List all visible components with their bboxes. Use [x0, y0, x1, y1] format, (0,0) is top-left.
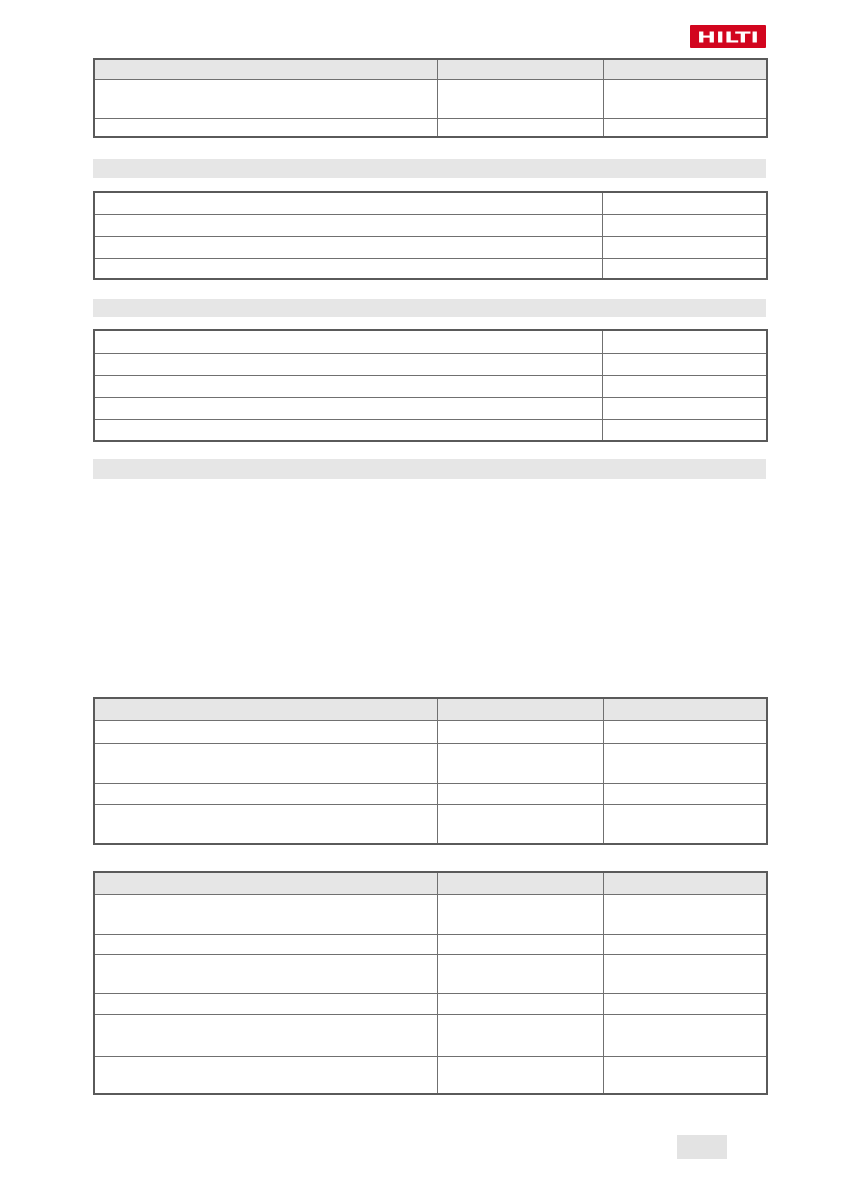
table-row [94, 894, 767, 934]
table-row [94, 804, 767, 844]
table-row [94, 236, 767, 258]
table-row [94, 375, 767, 397]
table-row [94, 743, 767, 783]
table-1 [93, 58, 768, 138]
table-cell [437, 804, 603, 844]
section-bar [93, 159, 766, 178]
table-cell [94, 79, 437, 118]
table-cell [603, 743, 767, 783]
table-cell [94, 720, 437, 743]
table-cell [94, 993, 437, 1014]
table-row [94, 720, 767, 743]
table-cell [603, 79, 767, 118]
table-3 [93, 329, 768, 442]
table-row [94, 118, 767, 137]
table-cell [94, 118, 437, 137]
section-bar [93, 459, 766, 479]
table-cell [603, 934, 767, 954]
table-row [94, 419, 767, 441]
table-cell [602, 258, 767, 279]
table-row [94, 192, 767, 214]
table-cell [602, 192, 767, 214]
table-row [94, 214, 767, 236]
table-header-cell [603, 59, 767, 79]
table-cell [94, 236, 602, 258]
table-cell [603, 1056, 767, 1094]
table-cell [437, 993, 603, 1014]
table-cell [603, 804, 767, 844]
table-cell [94, 192, 602, 214]
table-2 [93, 191, 768, 280]
table-header-row [94, 59, 767, 79]
table-header-cell [437, 872, 603, 894]
table-header-cell [437, 59, 603, 79]
table-cell [602, 419, 767, 441]
table-cell [602, 236, 767, 258]
table-cell [94, 353, 602, 375]
table-cell [603, 954, 767, 993]
table-cell [94, 894, 437, 934]
section-bar [93, 299, 766, 317]
table-cell [603, 118, 767, 137]
table-cell [437, 1056, 603, 1094]
table-header-cell [94, 59, 437, 79]
table-cell [94, 1056, 437, 1094]
table-cell [603, 783, 767, 804]
table-cell [94, 1014, 437, 1056]
page-number-badge [677, 1135, 727, 1159]
table-cell [437, 743, 603, 783]
table-header-cell [94, 698, 437, 720]
table-cell [603, 1014, 767, 1056]
table-cell [437, 954, 603, 993]
table-cell [94, 258, 602, 279]
table-cell [94, 783, 437, 804]
table-4 [93, 697, 768, 845]
table-cell [603, 894, 767, 934]
table-row [94, 353, 767, 375]
table-cell [94, 397, 602, 419]
table-cell [94, 375, 602, 397]
table-cell [437, 720, 603, 743]
hilti-logo [690, 25, 766, 48]
table-cell [437, 79, 603, 118]
hilti-logo-text: HILTI [697, 28, 759, 47]
table-row [94, 397, 767, 419]
table-cell [94, 804, 437, 844]
table-cell [603, 720, 767, 743]
table-cell [94, 419, 602, 441]
table-cell [602, 397, 767, 419]
table-cell [94, 214, 602, 236]
table-cell [437, 783, 603, 804]
table-cell [94, 934, 437, 954]
table-cell [602, 214, 767, 236]
table-cell [437, 1014, 603, 1056]
table-cell [94, 330, 602, 353]
table-row [94, 934, 767, 954]
table-row [94, 993, 767, 1014]
table-cell [602, 375, 767, 397]
table-row [94, 1014, 767, 1056]
table-header-cell [94, 872, 437, 894]
table-5 [93, 871, 768, 1095]
table-header-cell [437, 698, 603, 720]
table-row [94, 258, 767, 279]
table-cell [437, 894, 603, 934]
table-header-row [94, 872, 767, 894]
table-header-cell [603, 698, 767, 720]
table-row [94, 330, 767, 353]
table-cell [603, 993, 767, 1014]
table-row [94, 79, 767, 118]
table-row [94, 783, 767, 804]
table-cell [94, 743, 437, 783]
table-cell [94, 954, 437, 993]
table-cell [437, 118, 603, 137]
table-row [94, 954, 767, 993]
hilti-logo-icon [690, 25, 766, 48]
table-cell [602, 330, 767, 353]
table-header-row [94, 698, 767, 720]
table-cell [437, 934, 603, 954]
table-row [94, 1056, 767, 1094]
table-header-cell [603, 872, 767, 894]
table-cell [602, 353, 767, 375]
